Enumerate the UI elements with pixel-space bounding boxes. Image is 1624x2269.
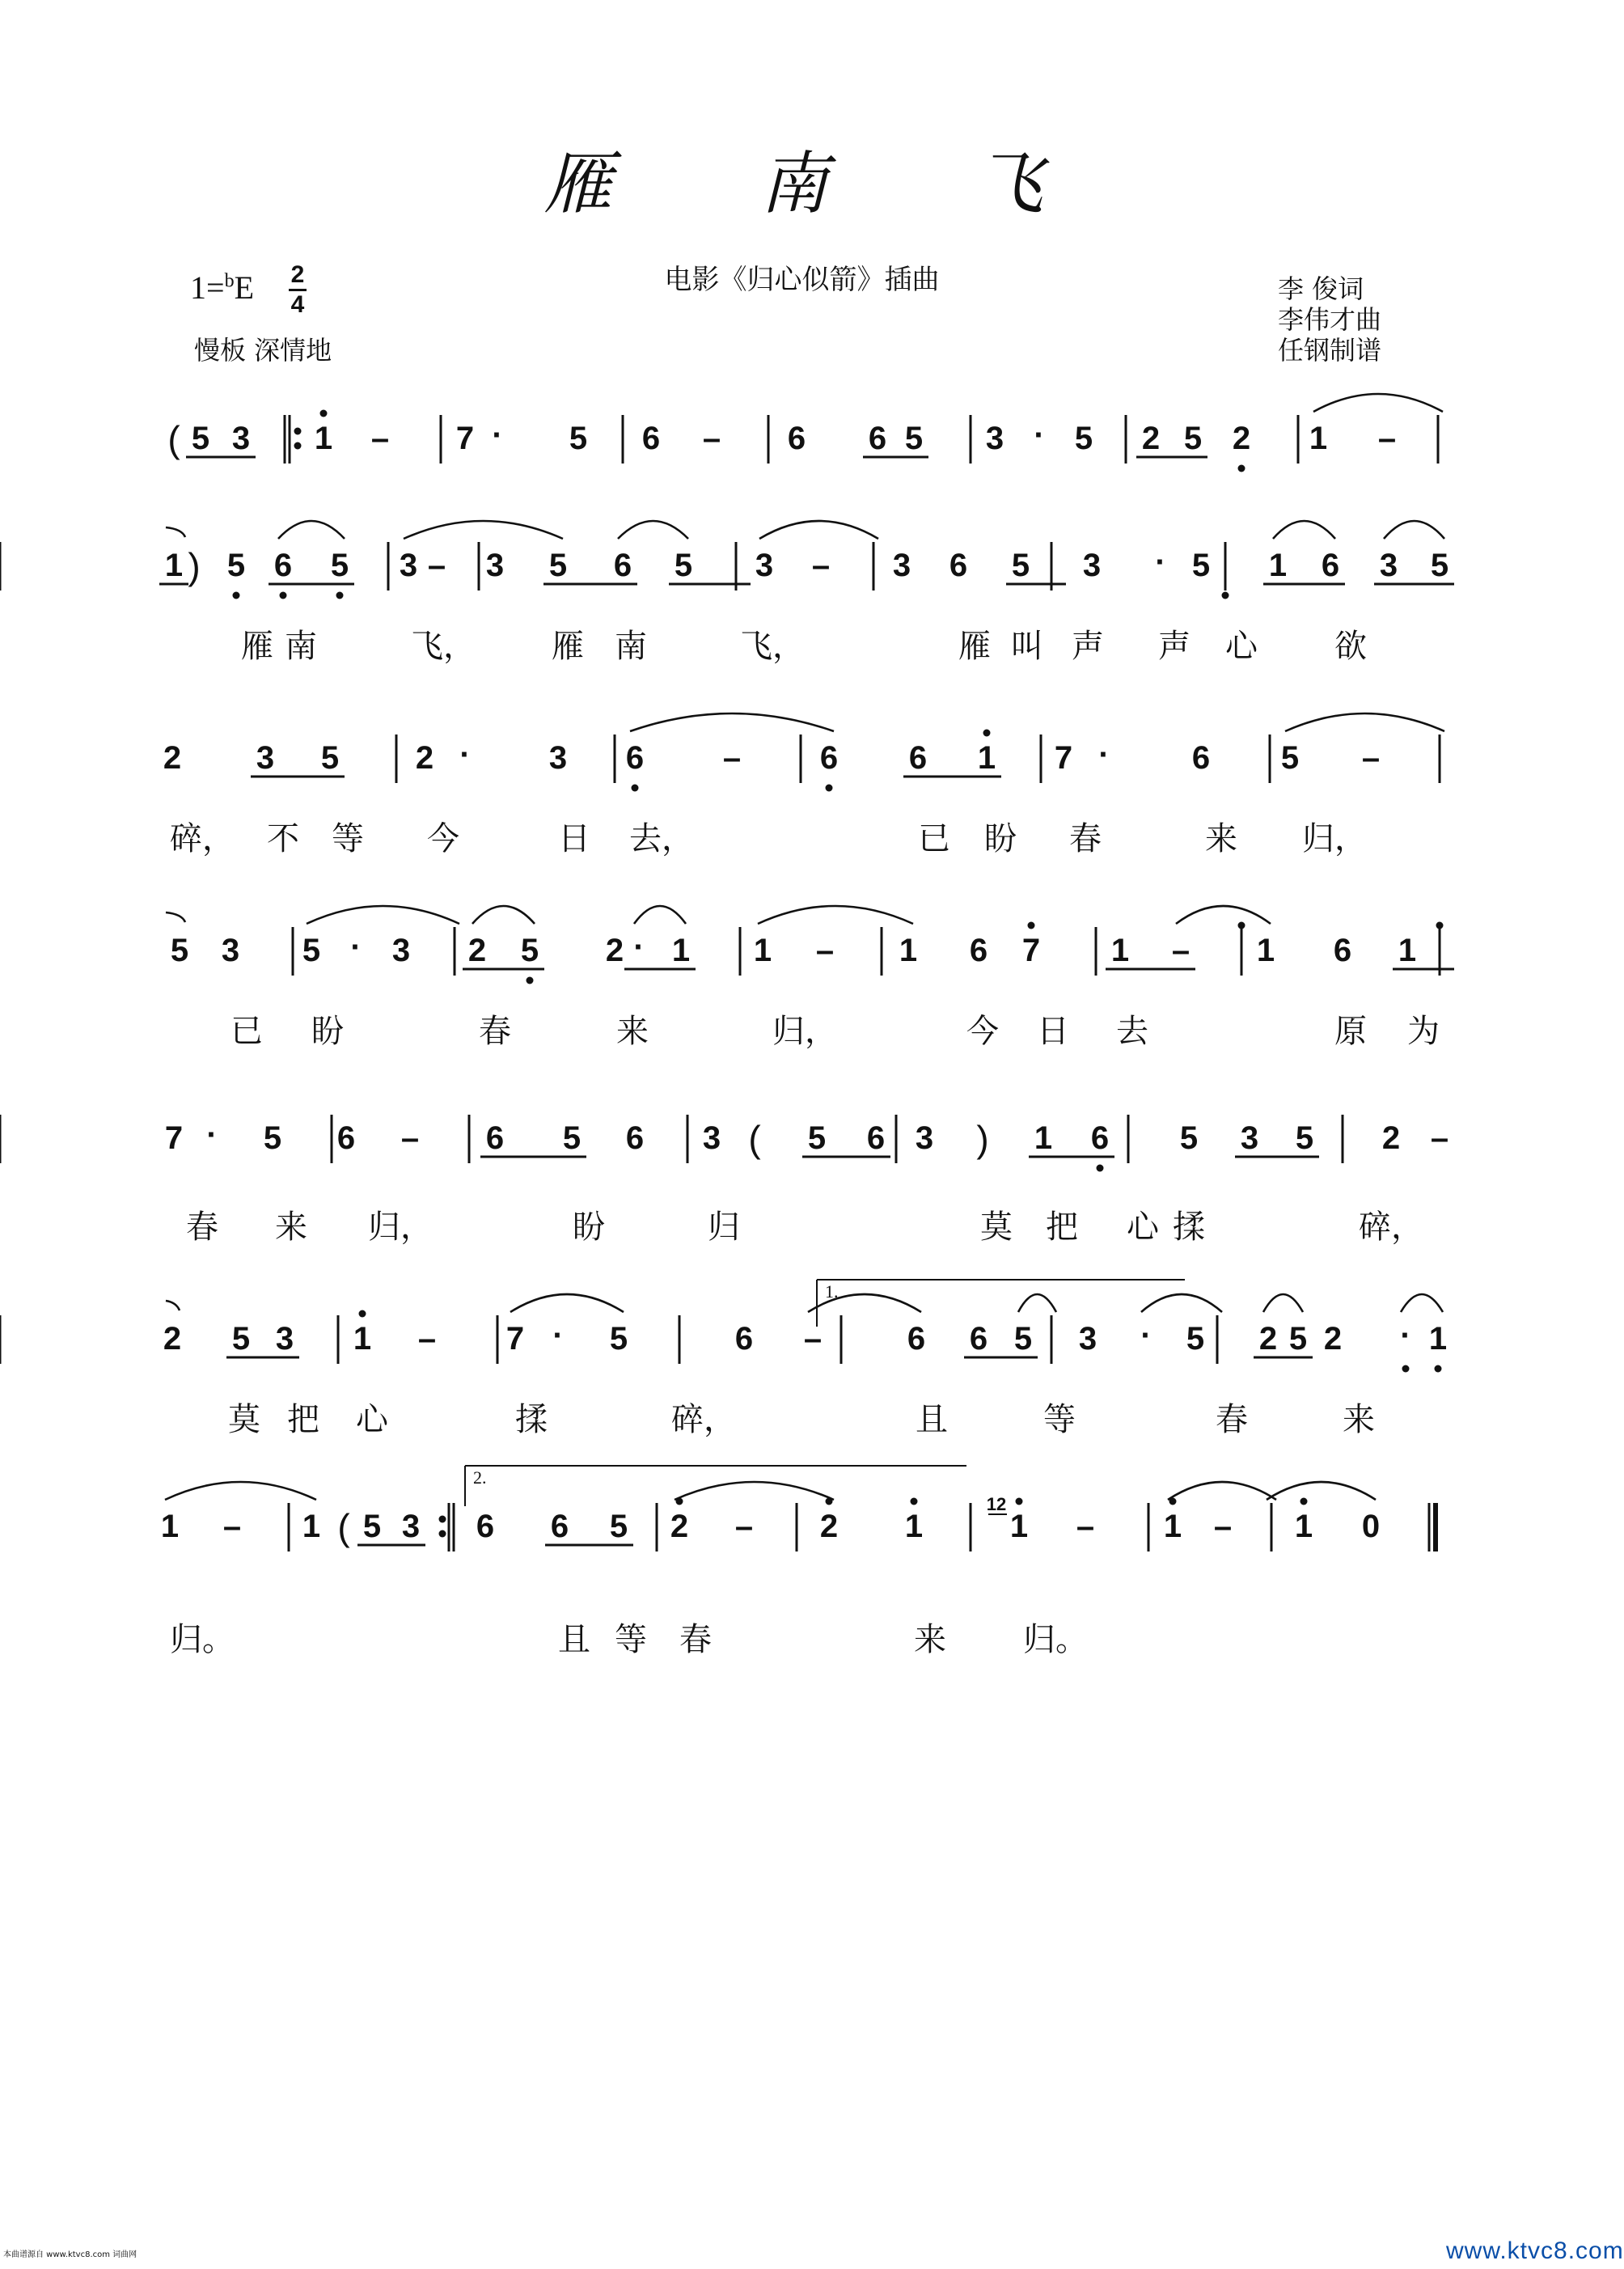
slur xyxy=(1267,1482,1376,1500)
octave-dot xyxy=(233,592,240,599)
note: 6 xyxy=(336,1120,356,1156)
lyric-syllable: 南 xyxy=(285,628,317,665)
key-prefix: 1= xyxy=(190,269,225,306)
repeat-dot xyxy=(439,1530,446,1538)
slur xyxy=(307,906,459,924)
octave-dot xyxy=(632,785,639,792)
slur xyxy=(1018,1294,1056,1312)
dot-augment: · xyxy=(1400,1318,1411,1353)
note: 1 xyxy=(1309,421,1328,456)
note: 5 xyxy=(302,933,321,968)
octave-dot xyxy=(336,592,344,599)
dot-augment: · xyxy=(350,929,362,965)
slur xyxy=(1176,906,1271,924)
parenthesis: ( xyxy=(337,1506,350,1548)
volta-label: 2. xyxy=(473,1467,487,1488)
note: 1 xyxy=(302,1509,321,1544)
composer-credit: 李伟才曲 xyxy=(1278,304,1382,335)
note: 3 xyxy=(892,548,911,583)
slur xyxy=(1384,521,1444,539)
octave-dot xyxy=(359,1310,366,1318)
parenthesis: ( xyxy=(167,418,180,460)
note: 2 xyxy=(467,933,487,968)
lyric-syllable: 来 xyxy=(275,1209,307,1246)
note: 1 xyxy=(753,933,772,968)
octave-dot xyxy=(1028,922,1035,929)
lyric-syllable: 声 xyxy=(1072,628,1104,665)
slur xyxy=(472,906,535,924)
note: 5 xyxy=(548,548,568,583)
dash-extension: – xyxy=(427,548,446,583)
note: 7 xyxy=(1054,740,1073,776)
note: 5 xyxy=(170,933,189,968)
note: 1 xyxy=(1268,548,1288,583)
note: 5 xyxy=(1074,421,1093,456)
lyric-syllable: 揉 xyxy=(515,1401,548,1438)
lyric-syllable: 归 xyxy=(708,1209,740,1246)
note: 6 xyxy=(625,740,645,776)
slur xyxy=(1168,1482,1276,1500)
slur xyxy=(510,1294,624,1312)
note: 3 xyxy=(399,548,418,583)
dot-augment: · xyxy=(1140,1318,1152,1353)
slur xyxy=(758,906,913,924)
title-char: 雁 xyxy=(543,144,628,223)
title-char: 南 xyxy=(759,144,844,223)
note: 3 xyxy=(401,1509,421,1544)
dot-augment: · xyxy=(552,1318,564,1353)
note: 3 xyxy=(1082,548,1102,583)
note: 2 xyxy=(163,740,182,776)
meter-bottom: 4 xyxy=(290,291,305,318)
octave-dot xyxy=(1097,1165,1104,1172)
note: 6 xyxy=(819,740,839,776)
lyric-syllable: 盼 xyxy=(984,820,1017,857)
subtitle: 电影《归心似箭》插曲 xyxy=(664,264,940,296)
octave-dot xyxy=(1435,1365,1442,1373)
octave-dot xyxy=(320,410,328,417)
lyric-syllable: 碎， xyxy=(170,820,235,857)
lyric-syllable: 飞， xyxy=(411,628,476,665)
lyric-syllable: 等 xyxy=(615,1621,647,1658)
lyric-syllable: 春 xyxy=(679,1621,712,1658)
lyric-syllable: 去 xyxy=(1116,1013,1148,1050)
note: 5 xyxy=(263,1120,282,1156)
lyric-syllable: 揉 xyxy=(1173,1209,1205,1246)
slur xyxy=(1401,1294,1443,1312)
note: 1 xyxy=(314,421,333,456)
dash-extension: – xyxy=(1171,933,1191,968)
note: 1 xyxy=(1163,1509,1182,1544)
lyric-syllable: 等 xyxy=(1043,1401,1076,1438)
parenthesis: ) xyxy=(188,545,201,587)
note: 5 xyxy=(231,1321,251,1357)
lyric-syllable: 今 xyxy=(966,1013,999,1050)
lyric-syllable: 碎， xyxy=(671,1401,736,1438)
note: 6 xyxy=(625,1120,645,1156)
fermata-mark: 12 xyxy=(986,1494,1007,1514)
note: 5 xyxy=(320,740,340,776)
note: 3 xyxy=(256,740,275,776)
slur xyxy=(278,521,345,539)
lyric-syllable: 且 xyxy=(916,1401,948,1438)
lyric-syllable: 春 xyxy=(479,1013,511,1050)
note: 3 xyxy=(1240,1120,1259,1156)
repeat-dot xyxy=(439,1516,446,1523)
note: 1 xyxy=(353,1321,372,1357)
dot-augment: · xyxy=(459,737,471,773)
note: 5 xyxy=(1183,421,1203,456)
note: 2 xyxy=(670,1509,689,1544)
title-char: 飞 xyxy=(975,144,1060,223)
slur xyxy=(1273,521,1335,539)
note: 5 xyxy=(1013,1321,1033,1357)
lyric-syllable: 盼 xyxy=(573,1209,605,1246)
lyric-syllable: 心 xyxy=(1225,628,1258,665)
note: 3 xyxy=(755,548,774,583)
lyric-syllable: 归。 xyxy=(1023,1621,1088,1658)
tie-hook xyxy=(166,1301,180,1310)
flat-sign: b xyxy=(224,270,235,292)
octave-dot xyxy=(1222,592,1229,599)
dash-extension: – xyxy=(222,1509,242,1544)
note: 5 xyxy=(1280,740,1300,776)
note: 5 xyxy=(1186,1321,1205,1357)
note: 5 xyxy=(674,548,693,583)
slur xyxy=(630,713,834,731)
note: 2 xyxy=(819,1509,839,1544)
note: 3 xyxy=(1078,1321,1097,1357)
lyric-syllable: 日 xyxy=(1037,1013,1069,1050)
note: 2 xyxy=(163,1321,182,1357)
note: 5 xyxy=(520,933,539,968)
slur xyxy=(618,521,688,539)
lyric-syllable: 来 xyxy=(1205,820,1237,857)
note: 5 xyxy=(569,421,588,456)
lyric-syllable: 叫 xyxy=(1011,628,1043,665)
lyricist-credit: 李 俊词 xyxy=(1278,273,1364,304)
note: 1 xyxy=(1398,933,1417,968)
lyric-syllable: 把 xyxy=(1046,1209,1078,1246)
lyric-syllable: 已 xyxy=(918,820,950,857)
octave-dot xyxy=(1436,922,1444,929)
note: 3 xyxy=(275,1321,294,1357)
dot-augment: · xyxy=(1155,544,1166,580)
lyric-syllable: 欲 xyxy=(1334,628,1367,665)
note: 2 xyxy=(1258,1321,1278,1357)
lyric-syllable: 已 xyxy=(230,1013,263,1050)
lyric-syllable: 盼 xyxy=(311,1013,344,1050)
lyric-syllable: 把 xyxy=(287,1401,319,1438)
note: 5 xyxy=(226,548,246,583)
note: 3 xyxy=(915,1120,934,1156)
note: 7 xyxy=(505,1321,525,1357)
note: 1 xyxy=(164,548,184,583)
meter-top: 2 xyxy=(290,261,305,288)
note: 1 xyxy=(1256,933,1275,968)
note: 1 xyxy=(1428,1321,1448,1357)
lyric-syllable: 且 xyxy=(558,1621,590,1658)
note: 5 xyxy=(904,421,924,456)
note: 6 xyxy=(734,1321,754,1357)
lyric-syllable: 不 xyxy=(267,820,299,857)
slur xyxy=(675,1482,834,1500)
note: 3 xyxy=(485,548,505,583)
lyric-syllable: 南 xyxy=(615,628,647,665)
footer-source: 本曲谱源自 www.ktvc8.com 词曲网 xyxy=(3,2250,137,2259)
note: 5 xyxy=(1011,548,1030,583)
dash-extension: – xyxy=(803,1321,823,1357)
note: 6 xyxy=(969,933,988,968)
dot-augment: · xyxy=(1034,417,1045,453)
note: 7 xyxy=(455,421,475,456)
note: 6 xyxy=(1191,740,1211,776)
lyric-syllable: 春 xyxy=(1069,820,1102,857)
slur xyxy=(1141,1294,1222,1312)
parenthesis: ) xyxy=(976,1118,989,1160)
dot-augment: · xyxy=(633,929,645,965)
dash-extension: – xyxy=(1076,1509,1095,1544)
dash-extension: – xyxy=(815,933,835,968)
lyric-syllable: 等 xyxy=(332,820,364,857)
note: 2 xyxy=(415,740,434,776)
tempo-marking: 慢板 深情地 xyxy=(194,335,332,366)
note: 3 xyxy=(221,933,240,968)
lyric-syllable: 来 xyxy=(1343,1401,1375,1438)
repeat-dot xyxy=(294,442,302,450)
lyric-syllable: 雁 xyxy=(958,628,991,665)
note: 6 xyxy=(907,1321,926,1357)
dot-augment: · xyxy=(1098,737,1110,773)
lyric-syllable: 莫 xyxy=(980,1209,1013,1246)
lyric-syllable: 来 xyxy=(616,1013,649,1050)
note: 3 xyxy=(548,740,568,776)
note: 1 xyxy=(1294,1509,1313,1544)
dash-extension: – xyxy=(1377,421,1397,456)
note: 3 xyxy=(702,1120,721,1156)
lyric-syllable: 日 xyxy=(558,820,590,857)
key-note: E xyxy=(234,269,254,306)
note: 2 xyxy=(1381,1120,1401,1156)
dash-extension: – xyxy=(702,421,721,456)
note: 1 xyxy=(904,1509,924,1544)
lyric-syllable: 来 xyxy=(914,1621,946,1658)
note: 5 xyxy=(1179,1120,1199,1156)
note: 1 xyxy=(899,933,918,968)
note: 5 xyxy=(562,1120,582,1156)
note: 5 xyxy=(191,421,210,456)
octave-dot xyxy=(527,977,534,984)
note: 6 xyxy=(1321,548,1340,583)
note: 5 xyxy=(609,1509,628,1544)
lyric-syllable: 雁 xyxy=(241,628,273,665)
note: 1 xyxy=(160,1509,180,1544)
note: 3 xyxy=(391,933,411,968)
octave-dot xyxy=(1238,465,1245,472)
lyric-syllable: 归， xyxy=(368,1209,433,1246)
lyric-syllable: 今 xyxy=(427,820,459,857)
note: 5 xyxy=(1288,1321,1308,1357)
volta-label: 1. xyxy=(825,1281,839,1302)
lyric-syllable: 心 xyxy=(356,1401,388,1438)
note: 2 xyxy=(1323,1321,1343,1357)
note: 5 xyxy=(807,1120,827,1156)
dash-extension: – xyxy=(400,1120,420,1156)
note: 6 xyxy=(613,548,632,583)
note: 5 xyxy=(1191,548,1211,583)
note: 5 xyxy=(609,1321,628,1357)
note: 3 xyxy=(985,421,1004,456)
octave-dot xyxy=(983,730,991,737)
note: 0 xyxy=(1361,1509,1381,1544)
tie-hook xyxy=(166,912,185,922)
dash-extension: – xyxy=(1430,1120,1449,1156)
lyric-syllable: 心 xyxy=(1127,1209,1159,1246)
arranger-credit: 任钢制谱 xyxy=(1278,335,1382,366)
octave-dot xyxy=(1402,1365,1410,1373)
dash-extension: – xyxy=(1361,740,1381,776)
tie-hook xyxy=(166,527,185,537)
note: 3 xyxy=(1379,548,1398,583)
dot-augment: · xyxy=(206,1117,218,1153)
note: 3 xyxy=(231,421,251,456)
lyric-syllable: 归， xyxy=(1302,820,1367,857)
note: 6 xyxy=(908,740,928,776)
dash-extension: – xyxy=(370,421,390,456)
dash-extension: – xyxy=(1213,1509,1233,1544)
lyric-syllable: 雁 xyxy=(552,628,584,665)
note: 6 xyxy=(550,1509,569,1544)
lyric-syllable: 声 xyxy=(1158,628,1191,665)
note: 5 xyxy=(1295,1120,1314,1156)
note: 6 xyxy=(969,1321,988,1357)
parenthesis: ( xyxy=(748,1118,761,1160)
note: 6 xyxy=(866,1120,886,1156)
lyric-syllable: 春 xyxy=(186,1209,218,1246)
lyric-syllable: 去， xyxy=(629,820,694,857)
slur xyxy=(759,521,878,539)
lyric-syllable: 原 xyxy=(1334,1013,1367,1050)
note: 1 xyxy=(977,740,996,776)
note: 6 xyxy=(485,1120,505,1156)
note: 5 xyxy=(362,1509,382,1544)
note: 1 xyxy=(671,933,691,968)
note: 6 xyxy=(868,421,887,456)
note: 2 xyxy=(1141,421,1161,456)
lyric-syllable: 莫 xyxy=(228,1401,260,1438)
slur xyxy=(634,906,686,924)
note: 6 xyxy=(1090,1120,1110,1156)
footer-watermark: www.ktvc8.com xyxy=(1446,2237,1624,2264)
note: 6 xyxy=(641,421,661,456)
lyric-syllable: 飞， xyxy=(740,628,805,665)
dash-extension: – xyxy=(811,548,831,583)
slur xyxy=(1285,713,1444,731)
note: 7 xyxy=(1021,933,1041,968)
lyric-syllable: 碎， xyxy=(1359,1209,1423,1246)
note: 1 xyxy=(1034,1120,1053,1156)
dash-extension: – xyxy=(722,740,742,776)
note: 5 xyxy=(1430,548,1449,583)
note: 2 xyxy=(605,933,624,968)
octave-dot xyxy=(1238,922,1245,929)
slur xyxy=(1263,1294,1303,1312)
octave-dot xyxy=(1016,1498,1023,1505)
note: 6 xyxy=(1333,933,1352,968)
dash-extension: – xyxy=(417,1321,437,1357)
note: 6 xyxy=(949,548,968,583)
octave-dot xyxy=(280,592,287,599)
lyric-syllable: 归。 xyxy=(170,1621,235,1658)
lyric-syllable: 春 xyxy=(1216,1401,1248,1438)
note: 1 xyxy=(1110,933,1130,968)
note: 2 xyxy=(1232,421,1251,456)
dash-extension: – xyxy=(734,1509,754,1544)
lyric-syllable: 为 xyxy=(1407,1013,1440,1050)
octave-dot xyxy=(1300,1498,1308,1505)
note: 5 xyxy=(330,548,349,583)
slur xyxy=(165,1482,316,1500)
octave-dot xyxy=(826,785,833,792)
dot-augment: · xyxy=(492,417,503,453)
note: 6 xyxy=(787,421,806,456)
repeat-dot xyxy=(294,428,302,435)
note: 7 xyxy=(164,1120,184,1156)
octave-dot xyxy=(911,1498,918,1505)
note: 6 xyxy=(273,548,293,583)
slur xyxy=(1313,394,1443,412)
note: 1 xyxy=(1009,1509,1029,1544)
lyric-syllable: 归， xyxy=(772,1013,837,1050)
slur xyxy=(404,521,563,539)
note: 6 xyxy=(476,1509,495,1544)
